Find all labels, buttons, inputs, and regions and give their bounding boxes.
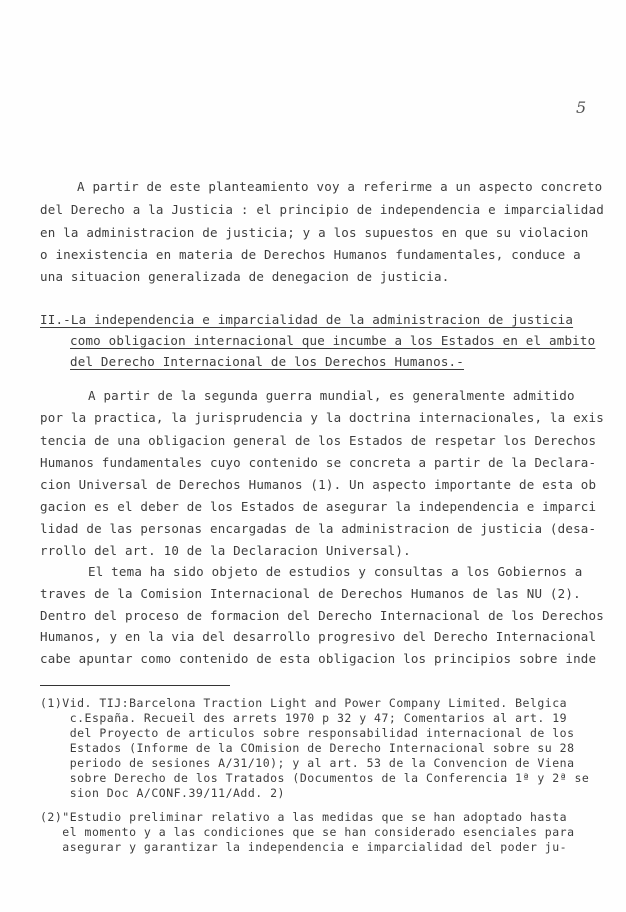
footnote-2-line-1: (2)"Estudio preliminar relativo a las medidas que se han adoptado hasta	[40, 810, 568, 824]
intro-line-2: del Derecho a la Justicia : el principio de independencia e imparcialidad	[40, 202, 604, 217]
section-heading-line-1: II.-La independencia e imparcialidad de la administracion de justicia	[40, 312, 574, 327]
body-line-5: cion Universal de Derechos Humanos (1). Un aspecto importante de esta ob	[40, 477, 597, 492]
body2-line-3: Dentro del proceso de formacion del Derecho Internacional de los Derechos	[40, 608, 604, 623]
body2-line-4: Humanos, y en la via del desarrollo progresivo del Derecho Internacional	[40, 629, 597, 644]
footnote-1-line-2: c.España. Recueil des arrets 1970 p 32 y 47; Comentarios al art. 19	[40, 711, 568, 725]
section-heading-line-2: como obligacion internacional que incumbe a los Estados en el ambito	[70, 333, 596, 348]
footnote-separator	[40, 685, 230, 686]
body2-line-5: cabe apuntar como contenido de esta obligacion los principios sobre inde	[40, 651, 597, 666]
body-line-8: rrollo del art. 10 de la Declaracion Universal).	[40, 543, 411, 558]
footnote-1-line-6: sobre Derecho de los Tratados (Documentos de la Conferencia 1ª y 2ª se	[40, 771, 590, 785]
body-line-6: gacion es el deber de los Estados de asegurar la independencia e imparci	[40, 499, 597, 514]
footnote-2-line-3: asegurar y garantizar la independencia e imparcialidad del poder ju-	[40, 840, 568, 854]
footnote-2-line-2: el momento y a las condiciones que se han considerado esenciales para	[40, 825, 575, 839]
body2-line-2: traves de la Comision Internacional de Derechos Humanos de las NU (2).	[40, 586, 581, 601]
page-number: 5	[576, 98, 587, 117]
intro-line-1: A partir de este planteamiento voy a referirme a un aspecto concreto	[77, 179, 603, 194]
body-line-3: tencia de una obligacion general de los Estados de respetar los Derechos	[40, 433, 597, 448]
body-line-4: Humanos fundamentales cuyo contenido se concreta a partir de la Declara-	[40, 455, 597, 470]
footnote-1-line-7: sion Doc A/CONF.39/11/Add. 2)	[40, 786, 285, 800]
intro-line-5: una situacion generalizada de denegacion de justicia.	[40, 269, 450, 284]
footnote-1-line-1: (1)Vid. TIJ:Barcelona Traction Light and Power Company Limited. Belgica	[40, 696, 568, 710]
footnote-1-line-5: periodo de sesiones A/31/10); y al art. 53 de la Convencion de Viena	[40, 756, 575, 770]
body-line-2: por la practica, la jurisprudencia y la doctrina internacionales, la exis	[40, 410, 604, 425]
footnote-1-line-3: del Proyecto de articulos sobre responsabilidad internacional de los	[40, 726, 575, 740]
section-heading-line-3: del Derecho Internacional de los Derechos Humanos.-	[70, 354, 465, 369]
body2-line-1: El tema ha sido objeto de estudios y consultas a los Gobiernos a	[88, 564, 583, 579]
body-line-1: A partir de la segunda guerra mundial, es generalmente admitido	[88, 388, 575, 403]
body-line-7: lidad de las personas encargadas de la administracion de justicia (desa-	[40, 521, 597, 536]
intro-line-3: en la administracion de justicia; y a los supuestos en que su violacion	[40, 225, 589, 240]
intro-line-4: o inexistencia en materia de Derechos Humanos fundamentales, conduce a	[40, 247, 581, 262]
footnote-1-line-4: Estados (Informe de la COmision de Derecho Internacional sobre su 28	[40, 741, 575, 755]
